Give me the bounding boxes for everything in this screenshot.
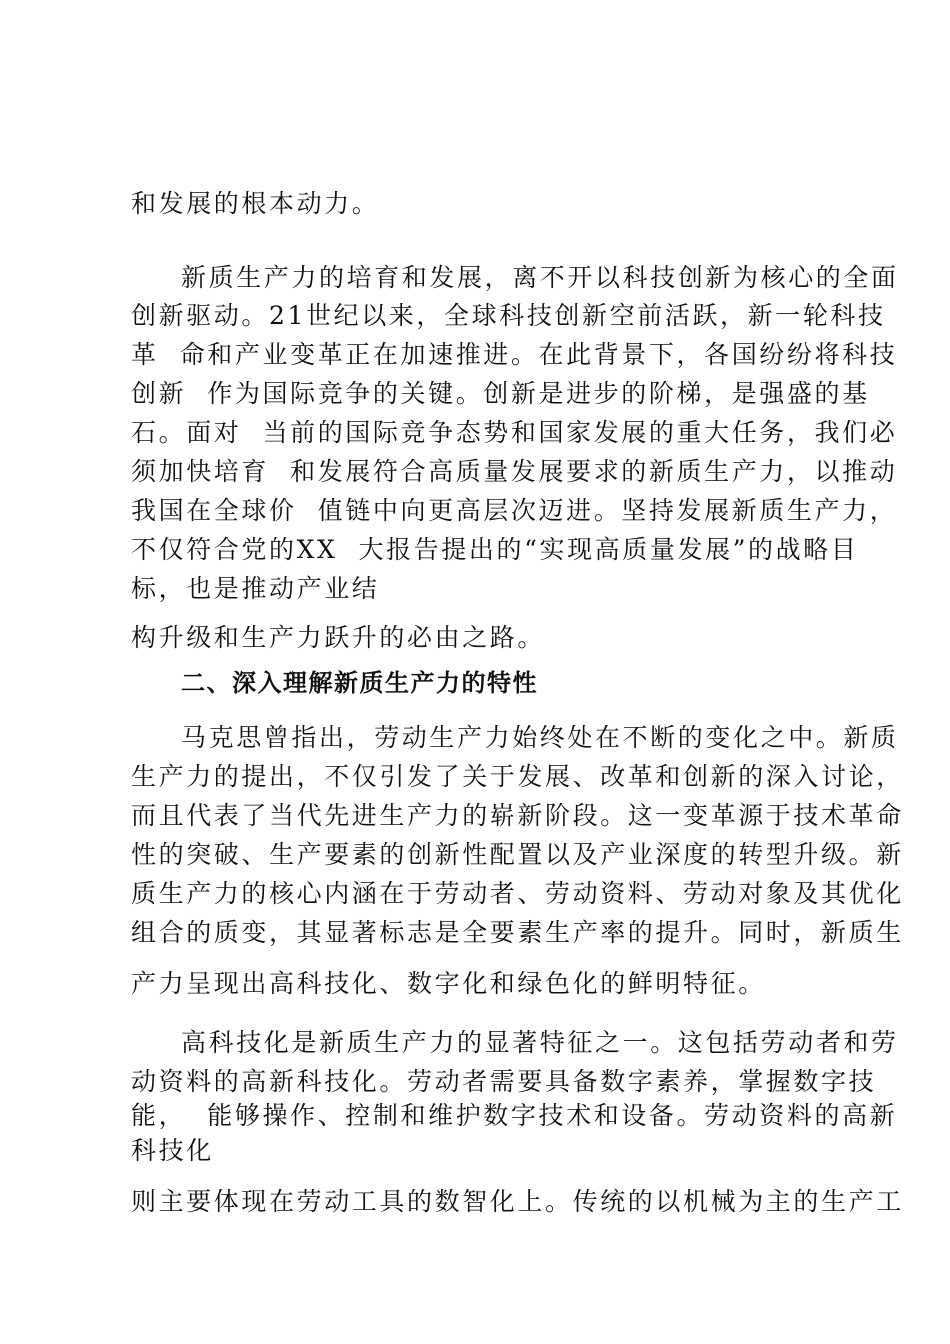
paragraph-line: 创新驱动。21世纪以来，全球科技创新空前活跃，新一轮科技 bbox=[131, 301, 886, 330]
paragraph-line: 马克思曾指出，劳动生产力始终处在不断的变化之中。新质 bbox=[181, 723, 899, 752]
paragraph-line: 创新 作为国际竞争的关键。创新是进步的阶梯，是强盛的基 bbox=[131, 379, 870, 408]
paragraph-line: 动资料的高新科技化。劳动者需要具备数字素养，掌握数字技 bbox=[131, 1067, 877, 1096]
section-heading: 二、深入理解新质生产力的特性 bbox=[181, 669, 538, 697]
paragraph-line: 标，也是推动产业结 bbox=[131, 574, 380, 603]
paragraph-line: 石。面对 当前的国际竞争态势和国家发展的重大任务，我们必 bbox=[131, 418, 898, 447]
paragraph-line: 生产力的提出，不仅引发了关于发展、改革和创新的深入讨论， bbox=[131, 762, 904, 791]
paragraph-line: 能， 能够操作、控制和维护数字技术和设备。劳动资料的高新 bbox=[131, 1101, 898, 1130]
paragraph-line: 而且代表了当代先进生产力的崭新阶段。这一变革源于技术革命 bbox=[131, 801, 904, 830]
paragraph-line: 高科技化是新质生产力的显著特征之一。这包括劳动者和劳 bbox=[181, 1028, 899, 1057]
paragraph-line: 质生产力的核心内涵在于劳动者、劳动资料、劳动对象及其优化 bbox=[131, 879, 904, 908]
paragraph-line: 构升级和生产力跃升的必由之路。 bbox=[131, 623, 546, 652]
paragraph-line: 科技化 bbox=[131, 1136, 214, 1165]
paragraph-line: 则主要体现在劳动工具的数智化上。传统的以机械为主的生产工 bbox=[131, 1187, 904, 1216]
paragraph-line: 须加快培育 和发展符合高质量发展要求的新质生产力，以推动 bbox=[131, 457, 898, 486]
paragraph-line: 产力呈现出高科技化、数字化和绿色化的鲜明特征。 bbox=[131, 969, 766, 998]
paragraph-line: 不仅符合党的XX 大报告提出的“实现高质量发展”的战略目 bbox=[131, 535, 859, 564]
paragraph-line: 新质生产力的培育和发展，离不开以科技创新为核心的全面 bbox=[181, 263, 899, 292]
paragraph-line: 组合的质变，其显著标志是全要素生产率的提升。同时，新质生 bbox=[131, 918, 904, 947]
paragraph-line: 和发展的根本动力。 bbox=[131, 189, 380, 218]
paragraph-line: 革 命和产业变革正在加速推进。在此背景下，各国纷纷将科技 bbox=[131, 340, 898, 369]
paragraph-line: 性的突破、生产要素的创新性配置以及产业深度的转型升级。新 bbox=[131, 840, 904, 869]
paragraph-line: 我国在全球价 值链中向更高层次迈进。坚持发展新质生产力， bbox=[131, 496, 898, 525]
